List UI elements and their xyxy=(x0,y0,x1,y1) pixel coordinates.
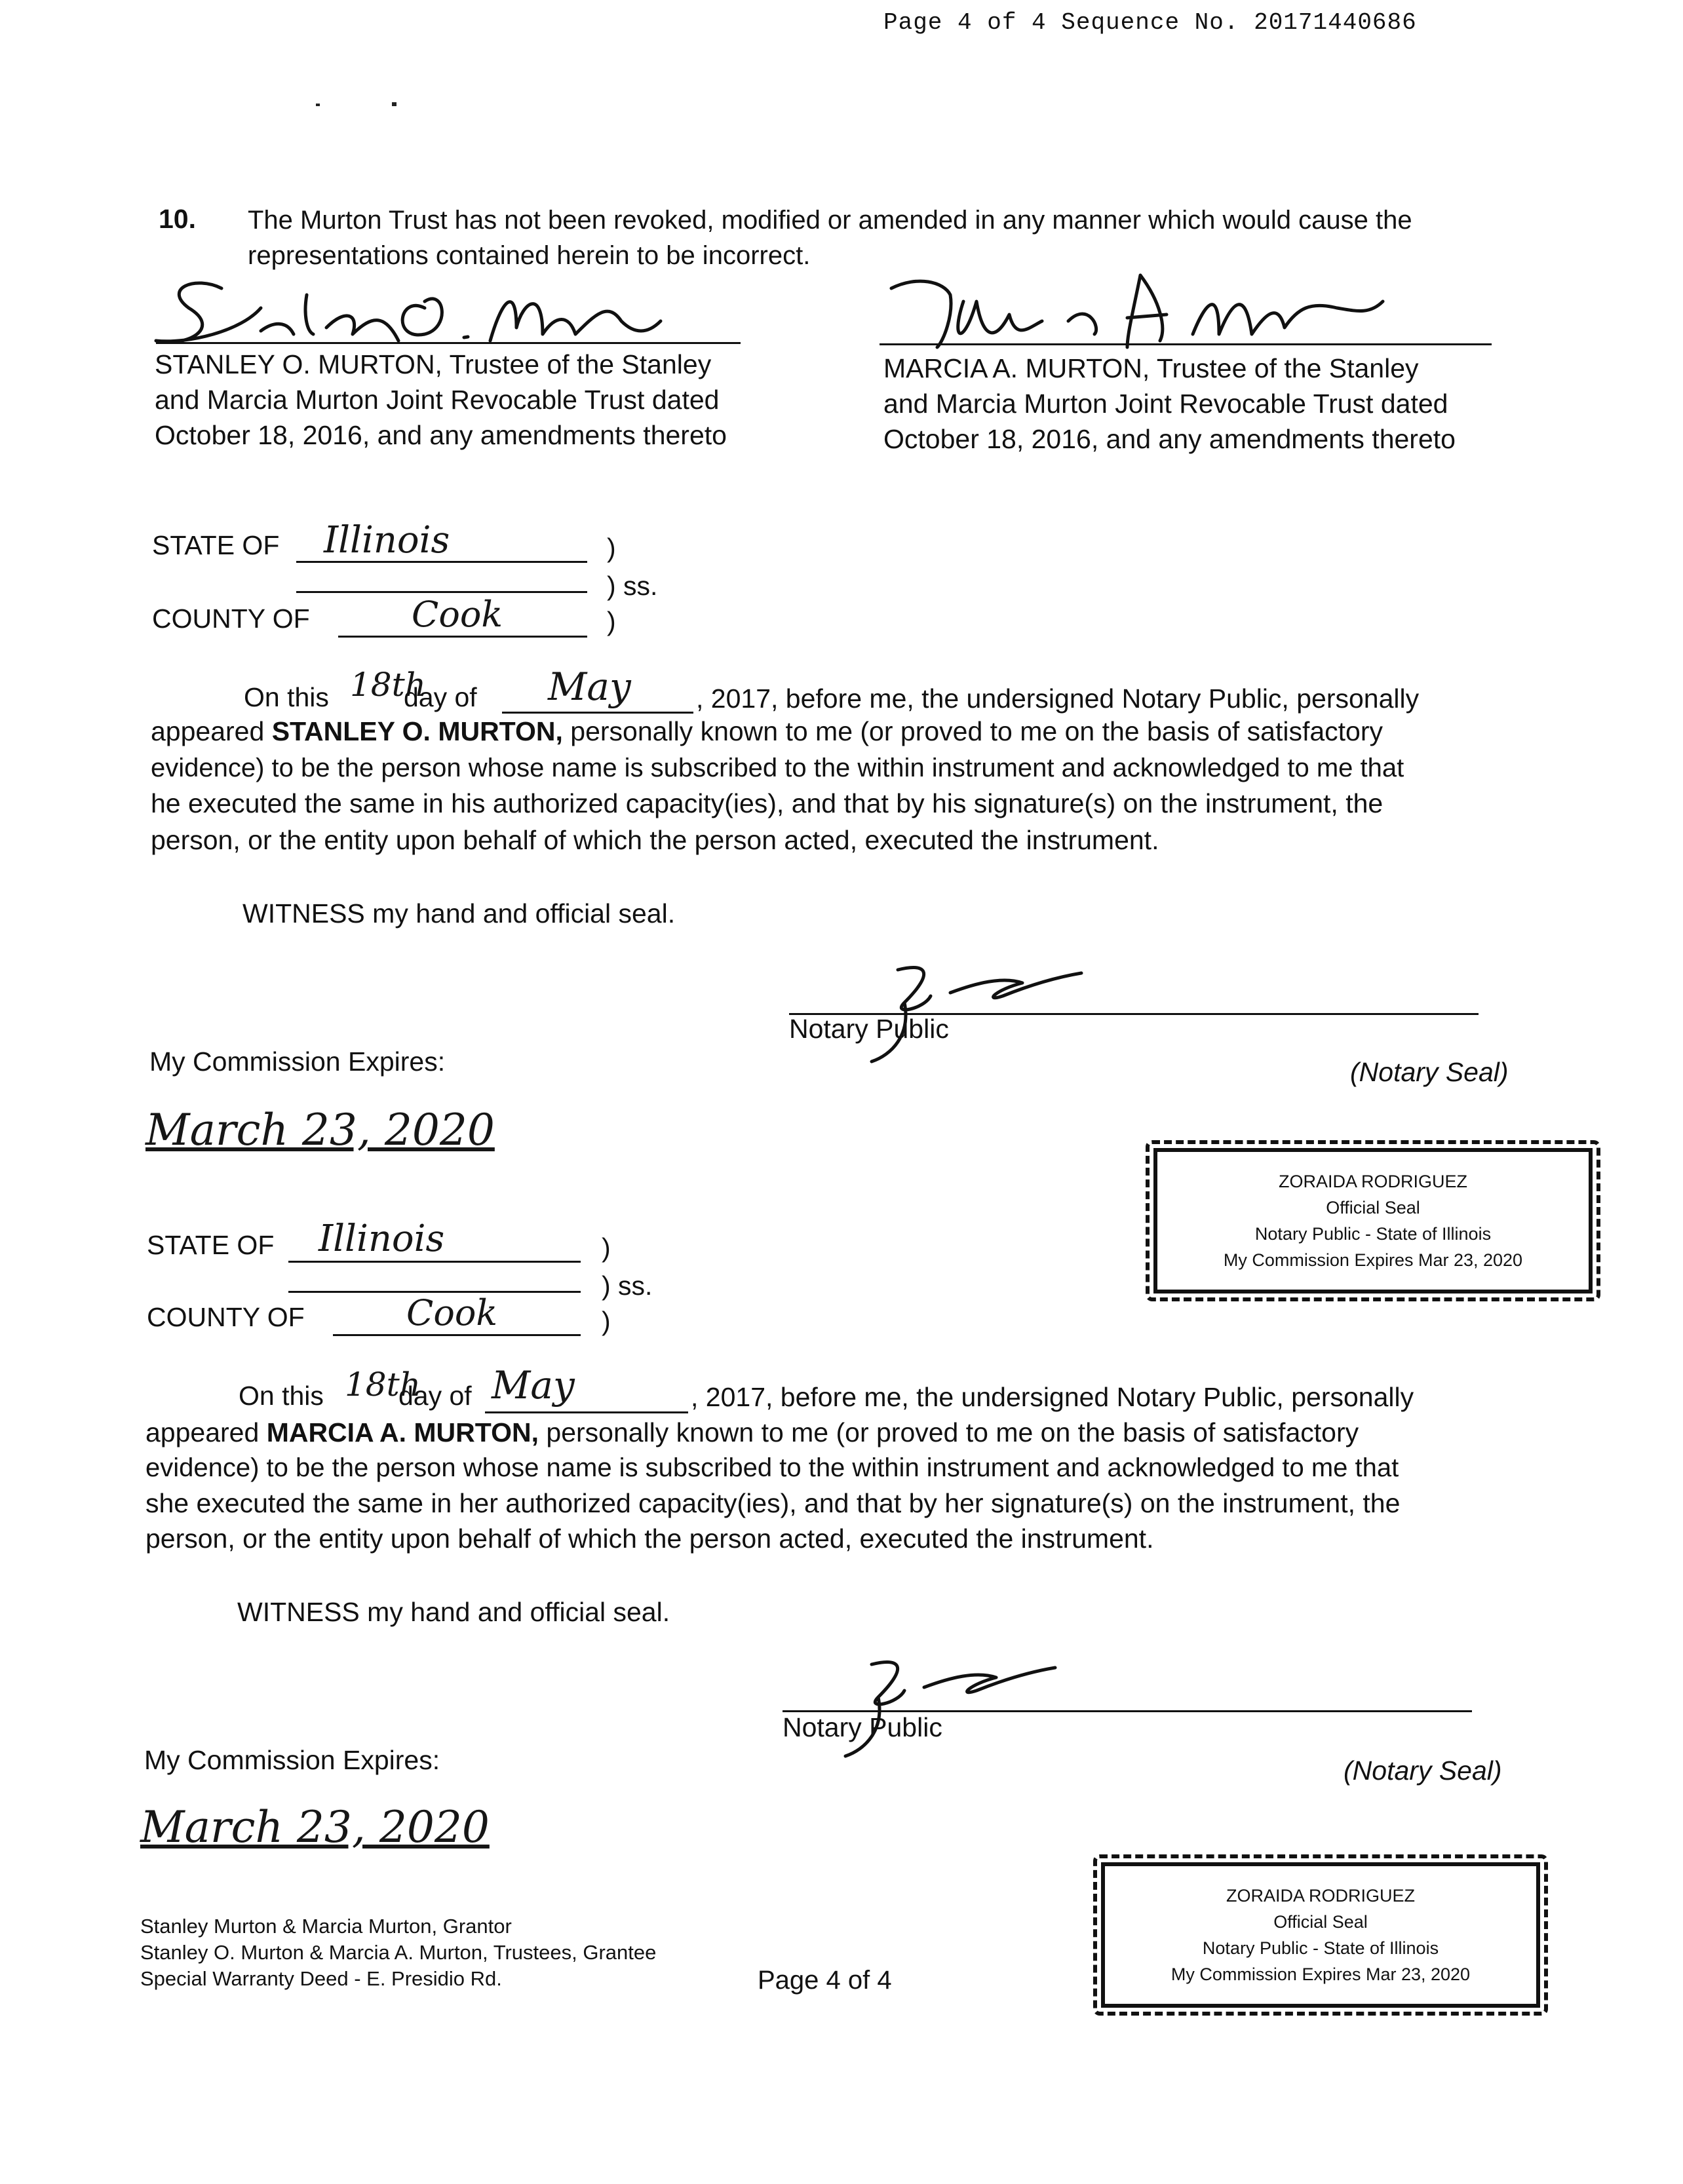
footer-grantor: Stanley Murton & Marcia Murton, Grantor xyxy=(140,1915,512,1938)
ack-month-blank xyxy=(485,1411,688,1413)
footer-grantee: Stanley O. Murton & Marcia A. Murton, Trustees, Grantee xyxy=(140,1941,657,1964)
left-signer-line1: STANLEY O. MURTON, Trustee of the Stanley xyxy=(155,349,712,379)
ack-day: 18th xyxy=(350,666,426,704)
ack-line3: evidence) to be the person whose name is subscribed to the within instrument and acknowledged to me that xyxy=(145,1453,1399,1482)
county-label: COUNTY OF xyxy=(147,1302,305,1332)
item10-line1: The Murton Trust has not been revoked, modified or amended in any manner which would cause the xyxy=(248,206,1412,235)
ss-mark: ) ss. xyxy=(607,571,658,601)
ack-signer-name: STANLEY O. MURTON, xyxy=(271,716,563,746)
seal-state: Notary Public - State of Illinois xyxy=(1202,1938,1439,1958)
footer-deed: Special Warranty Deed - E. Presidio Rd. xyxy=(140,1967,502,1990)
ack-month: May xyxy=(492,1363,575,1408)
ack-line5: person, or the entity upon behalf of which the person acted, executed the instrument. xyxy=(151,825,1159,855)
paren: ) xyxy=(607,606,616,636)
ack-signer-name: MARCIA A. MURTON, xyxy=(266,1417,539,1447)
scan-speck xyxy=(392,102,397,106)
notary-seal-label: (Notary Seal) xyxy=(1344,1755,1502,1786)
state-value: Illinois xyxy=(319,1217,445,1260)
witness-text: WITNESS my hand and official seal. xyxy=(237,1597,670,1627)
notary-public-label: Notary Public xyxy=(789,1014,949,1044)
ss-mark: ) ss. xyxy=(602,1271,653,1301)
right-signer-line1: MARCIA A. MURTON, Trustee of the Stanley xyxy=(883,353,1419,383)
notary-seal-stamp xyxy=(1101,1862,1540,2008)
ack-line5: person, or the entity upon behalf of which the person acted, executed the instrument. xyxy=(145,1523,1154,1554)
ack-line2-rest: personally known to me (or proved to me on the basis of satisfactory xyxy=(546,1417,1359,1447)
seal-title: Official Seal xyxy=(1273,1912,1368,1932)
ack-line2-rest: personally known to me (or proved to me on the basis of satisfactory xyxy=(570,716,1383,746)
paren: ) xyxy=(607,533,616,563)
page-sequence-header: Page 4 of 4 Sequence No. 20171440686 xyxy=(883,9,1417,36)
ack-line4: he executed the same in his authorized capacity(ies), and that by his signature(s) on the instrument, the xyxy=(151,788,1383,818)
ack-month: May xyxy=(548,664,631,709)
right-signer-line3: October 18, 2016, and any amendments thereto xyxy=(883,424,1456,454)
state-label: STATE OF xyxy=(152,530,280,560)
stanley-signature xyxy=(149,269,726,354)
ack-appeared xyxy=(145,1415,1359,1449)
item10-line2: representations contained herein to be incorrect. xyxy=(248,241,811,270)
left-signer-line3: October 18, 2016, and any amendments thereto xyxy=(155,420,727,450)
county-blank xyxy=(338,636,587,638)
item-number: 10. xyxy=(159,204,196,234)
paren: ) xyxy=(602,1306,611,1336)
commission-date: March 23, 2020 xyxy=(145,1105,495,1155)
ack-year-text: , 2017, before me, the undersigned Notary Public, personally xyxy=(691,1382,1414,1412)
notary-seal-stamp xyxy=(1153,1148,1593,1293)
state-blank xyxy=(288,1261,581,1263)
ack-appeared xyxy=(151,714,1383,748)
ack-line3: evidence) to be the person whose name is subscribed to the within instrument and acknowledged to me that xyxy=(151,754,1404,782)
ss-blank xyxy=(296,591,587,593)
right-signer-line2: and Marcia Murton Joint Revocable Trust dated xyxy=(883,389,1448,419)
commission-label: My Commission Expires: xyxy=(149,1046,446,1077)
notary-public-label: Notary Public xyxy=(783,1712,942,1742)
notary-seal-label: (Notary Seal) xyxy=(1350,1057,1509,1087)
notary-signature xyxy=(826,1651,1062,1763)
ack-day-of: day of xyxy=(404,682,477,712)
seal-expires: My Commission Expires Mar 23, 2020 xyxy=(1223,1250,1523,1270)
scan-speck xyxy=(316,104,320,106)
left-signer-line2: and Marcia Murton Joint Revocable Trust dated xyxy=(155,385,720,415)
ack-on-this: On this xyxy=(239,1381,324,1411)
marcia-signature-line xyxy=(880,343,1492,345)
seal-state: Notary Public - State of Illinois xyxy=(1254,1224,1492,1244)
witness-text: WITNESS my hand and official seal. xyxy=(242,898,676,929)
state-blank xyxy=(296,561,587,563)
ack-line4: she executed the same in her authorized capacity(ies), and that by her signature(s) on the instrument, the xyxy=(145,1488,1401,1518)
seal-expires: My Commission Expires Mar 23, 2020 xyxy=(1170,1964,1471,1984)
marcia-signature xyxy=(878,262,1389,354)
seal-title: Official Seal xyxy=(1326,1198,1420,1217)
state-value: Illinois xyxy=(324,519,450,562)
ack-on-this: On this xyxy=(244,682,329,712)
stanley-signature-line xyxy=(156,342,741,344)
footer-page-number: Page 4 of 4 xyxy=(758,1966,892,1995)
ack-appeared-word: appeared xyxy=(151,716,265,746)
commission-date: March 23, 2020 xyxy=(140,1802,490,1852)
county-value: Cook xyxy=(406,1292,498,1333)
county-value: Cook xyxy=(412,594,503,635)
paren: ) xyxy=(602,1233,611,1263)
commission-label: My Commission Expires: xyxy=(144,1745,440,1775)
ack-day-of: day of xyxy=(398,1381,472,1411)
seal-name: ZORAIDA RODRIGUEZ xyxy=(1226,1886,1416,1906)
ack-appeared-word: appeared xyxy=(145,1417,260,1447)
seal-name: ZORAIDA RODRIGUEZ xyxy=(1278,1172,1468,1191)
ack-day: 18th xyxy=(345,1366,421,1404)
ack-year-text: , 2017, before me, the undersigned Notary Public, personally xyxy=(696,683,1420,714)
ack-month-blank xyxy=(502,712,693,714)
county-blank xyxy=(333,1334,581,1336)
county-label: COUNTY OF xyxy=(152,603,310,634)
state-label: STATE OF xyxy=(147,1230,275,1260)
